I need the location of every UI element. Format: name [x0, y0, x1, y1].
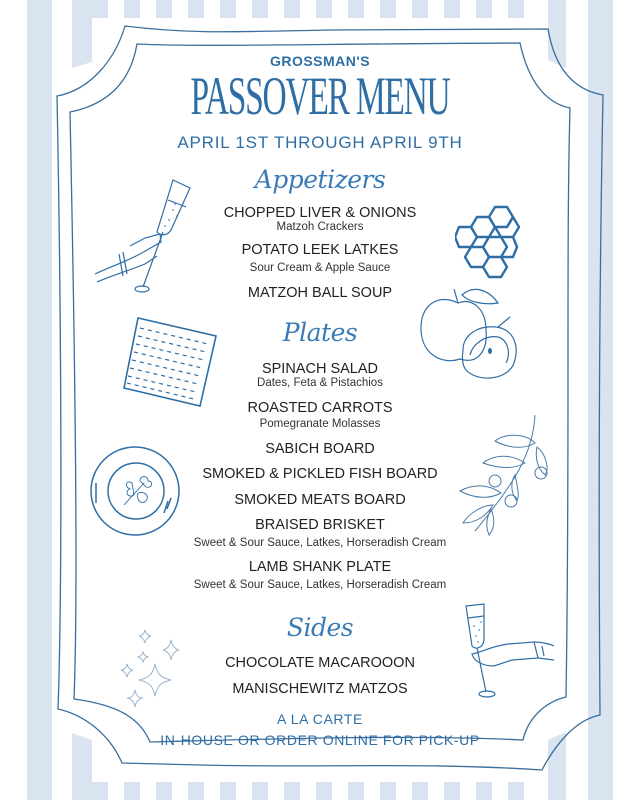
section-title-sides: Sides	[286, 613, 354, 642]
menu-item: ROASTED CARROTS	[247, 400, 393, 416]
menu-item: MANISCHEWITZ MATZOS	[232, 681, 408, 697]
menu-item-desc: Pomegranate Molasses	[259, 418, 381, 430]
menu-item-desc: Sweet & Sour Sauce, Latkes, Horseradish Cream	[193, 537, 447, 549]
menu-item: SABICH BOARD	[265, 441, 375, 457]
section-title-plates: Plates	[282, 318, 358, 347]
menu-item: BRAISED BRISKET	[255, 517, 385, 533]
menu-item: CHOPPED LIVER & ONIONS	[223, 205, 417, 221]
menu-item-desc: Sweet & Sour Sauce, Latkes, Horseradish Cream	[193, 579, 447, 591]
menu-item: CHOCOLATE MACAROOON	[225, 655, 415, 671]
menu-item: POTATO LEEK LATKES	[241, 242, 399, 258]
menu-item: SMOKED & PICKLED FISH BOARD	[202, 466, 438, 482]
menu-title: PASSOVER MENU	[190, 66, 450, 126]
footer-line-ordering: IN-HOUSE OR ORDER ONLINE FOR PICK-UP	[160, 732, 480, 748]
menu-dates: APRIL 1ST THROUGH APRIL 9TH	[177, 133, 463, 152]
restaurant-name: GROSSMAN'S	[269, 53, 371, 69]
menu-item: SPINACH SALAD	[261, 361, 379, 377]
menu-item: MATZOH BALL SOUP	[247, 285, 393, 301]
menu-item-desc: Sour Cream & Apple Sauce	[249, 262, 391, 274]
menu-item-desc: Dates, Feta & Pistachios	[257, 377, 383, 389]
section-title-appetizers: Appetizers	[254, 165, 386, 194]
menu-item: LAMB SHANK PLATE	[248, 559, 392, 575]
menu-item: SMOKED MEATS BOARD	[234, 492, 406, 508]
menu-item-desc: Matzoh Crackers	[276, 221, 364, 233]
footer-line-a-la-carte: A LA CARTE	[277, 711, 363, 727]
